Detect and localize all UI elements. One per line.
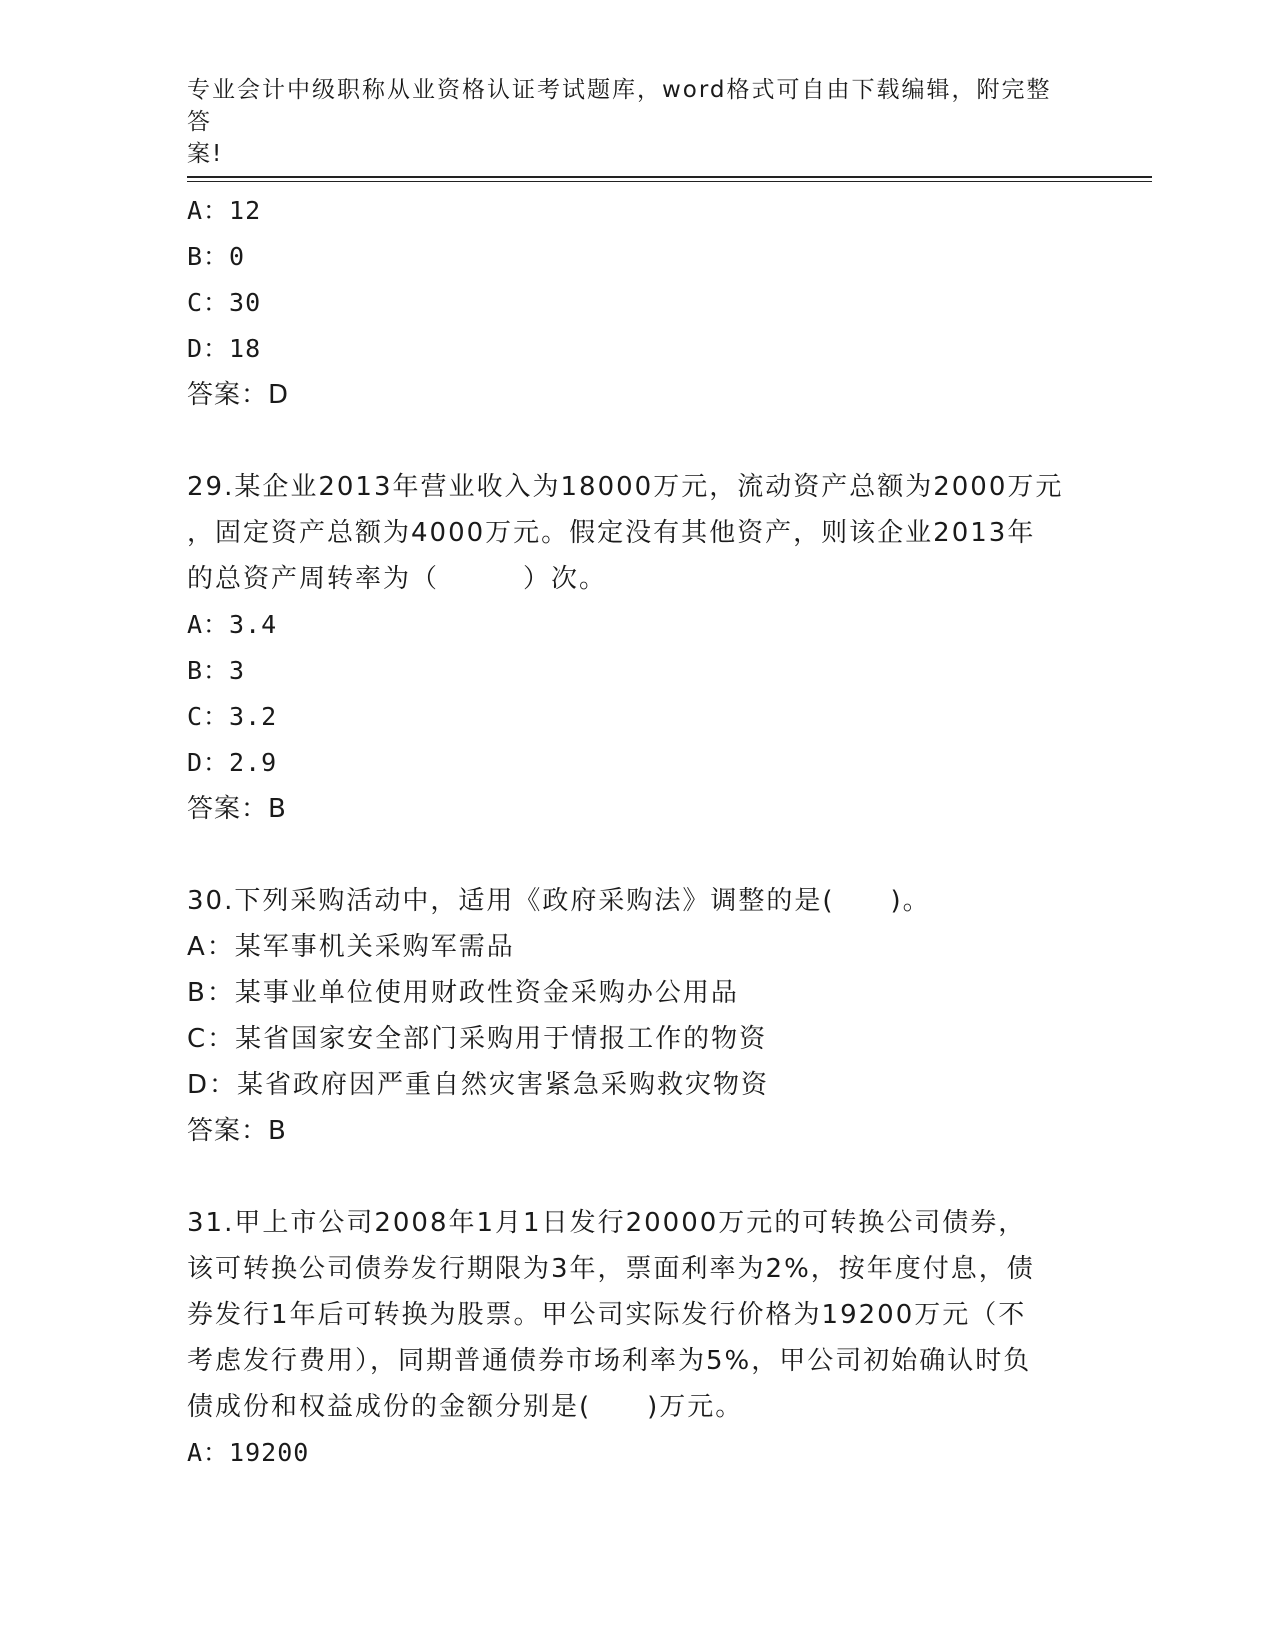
question-28-option-b: B：0 (187, 242, 246, 271)
question-30-option-a: A：某军事机关采购军需品 (187, 932, 515, 962)
header-rule-thick (187, 176, 1152, 178)
question-29-text-line-3: 的总资产周转率为（ ）次。 (187, 564, 608, 594)
question-28 (187, 188, 1087, 418)
question-29-option-c: C：3.2 (187, 702, 278, 731)
question-29-text-line-2: ，固定资产总额为4000万元。假定没有其他资产，则该企业2013年 (187, 518, 1036, 548)
question-29-answer: 答案：B (187, 794, 287, 824)
question-31-text-line-4: 考虑发行费用），同期普通债券市场利率为5%，甲公司初始确认时负 (187, 1346, 1032, 1376)
question-31-text-line-3: 券发行1年后可转换为股票。甲公司实际发行价格为19200万元（不 (187, 1300, 1027, 1330)
question-30-option-b: B：某事业单位使用财政性资金采购办公用品 (187, 978, 739, 1008)
question-29-option-a: A：3.4 (187, 610, 278, 639)
page-header (187, 74, 1067, 170)
question-29-option-b: B：3 (187, 656, 246, 685)
question-28-option-c: C：30 (187, 288, 262, 317)
header-rule-thin (187, 181, 1152, 182)
question-31-text-line-2: 该可转换公司债券发行期限为3年，票面利率为2%，按年度付息，债 (187, 1254, 1035, 1284)
question-30-text-line-1: 30.下列采购活动中，适用《政府采购法》调整的是( )。 (187, 886, 931, 916)
question-29-option-d: D：2.9 (187, 748, 278, 777)
question-29-text-line-1: 29.某企业2013年营业收入为18000万元，流动资产总额为2000万元 (187, 472, 1064, 502)
spacer (187, 1154, 1087, 1200)
question-30-answer: 答案：B (187, 1116, 287, 1146)
spacer (187, 418, 1087, 464)
question-31-text-line-1: 31.甲上市公司2008年1月1日发行20000万元的可转换公司债券， (187, 1208, 1027, 1238)
header-line-2: 案! (187, 141, 224, 167)
question-30-option-c: C：某省国家安全部门采购用于情报工作的物资 (187, 1024, 768, 1054)
header-line-1: 专业会计中级职称从业资格认证考试题库，word格式可自由下载编辑，附完整答 (187, 77, 1052, 135)
question-30 (187, 878, 1087, 1154)
question-28-option-d: D：18 (187, 334, 262, 363)
question-30-option-d: D：某省政府因严重自然灾害紧急采购救灾物资 (187, 1070, 770, 1100)
question-31-text-line-5: 债成份和权益成份的金额分别是( )万元。 (187, 1392, 744, 1422)
question-28-answer: 答案：D (187, 380, 290, 410)
question-28-option-a: A：12 (187, 196, 262, 225)
question-31 (187, 1200, 1087, 1476)
spacer (187, 832, 1087, 878)
question-29 (187, 464, 1087, 832)
question-list (187, 188, 1087, 1476)
question-31-option-a: A：19200 (187, 1438, 310, 1467)
